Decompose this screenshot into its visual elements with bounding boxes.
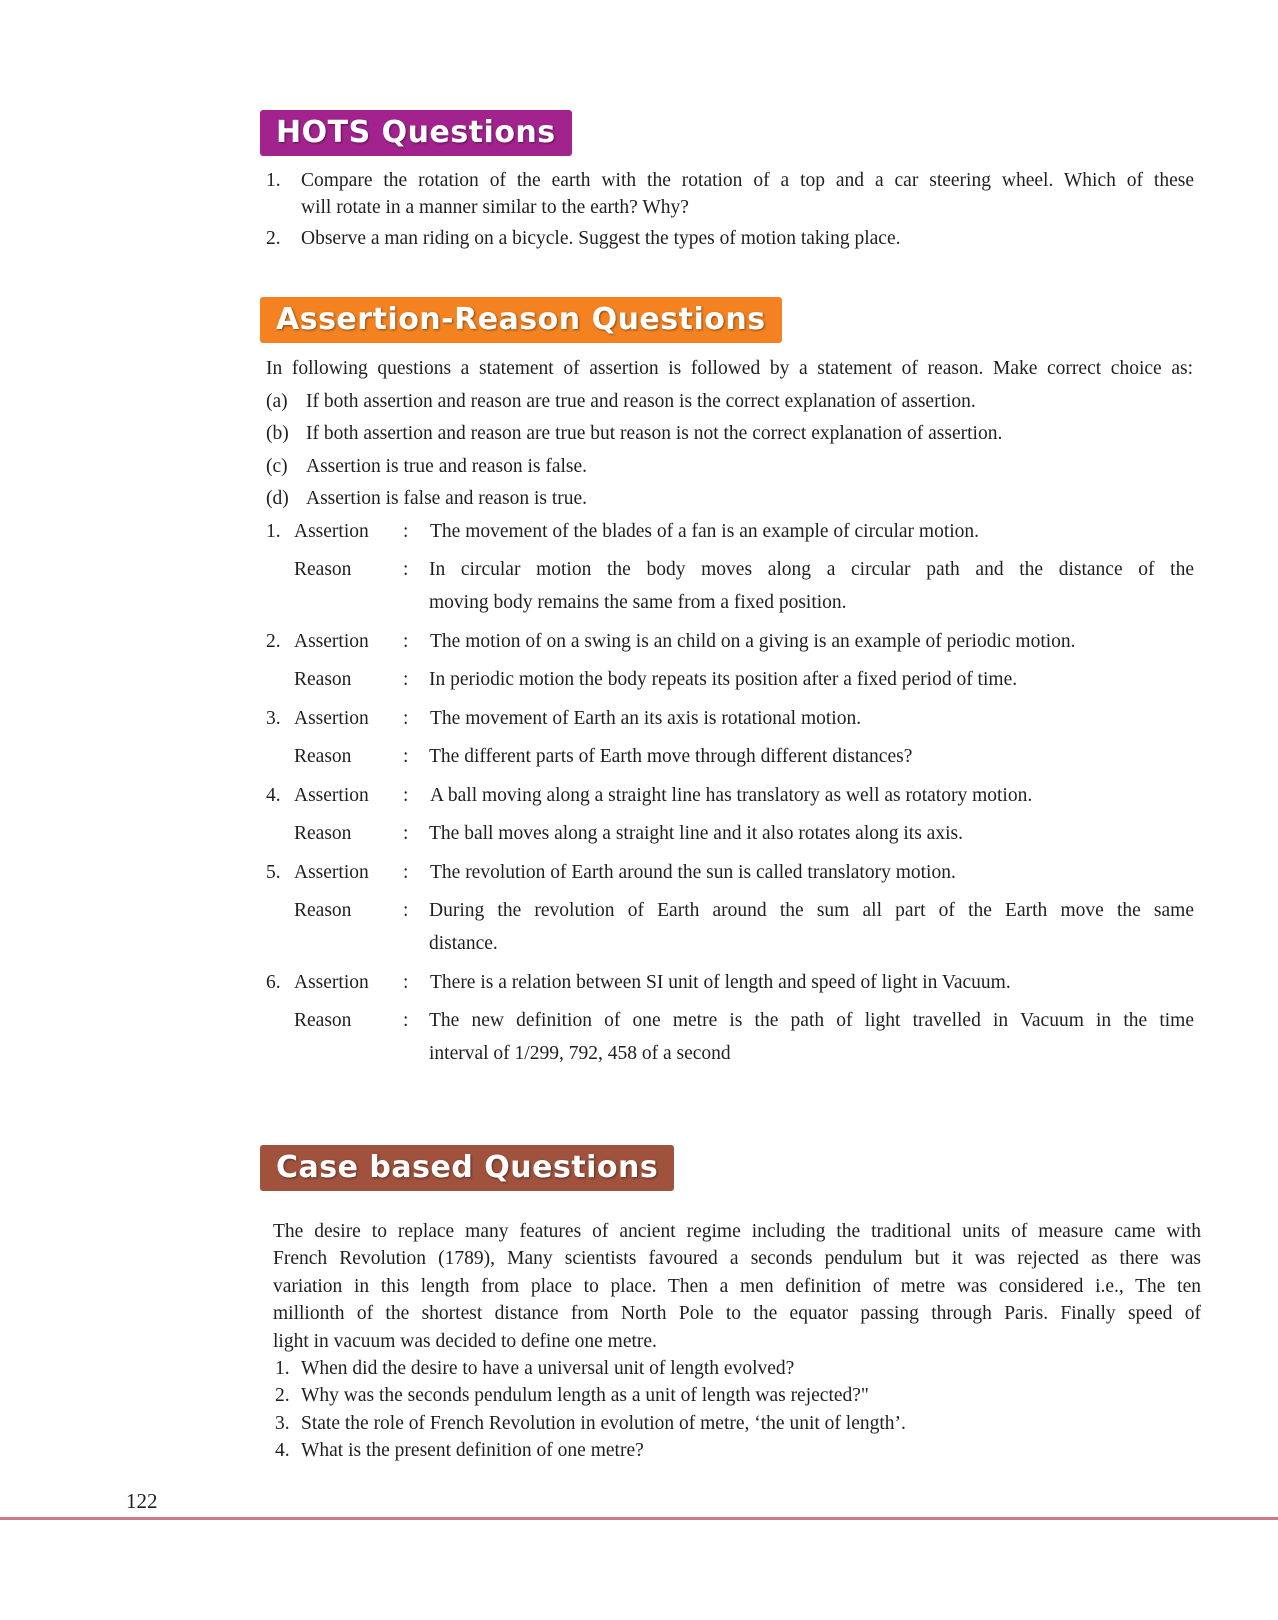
ar-item2-reason-line1: In periodic motion the body repeats its position after a fixed period of time. — [429, 669, 1018, 690]
ar-item6-reason-line1: The new definition of one metre is the path of light travelled in Vacuum in the time — [429, 1010, 1194, 1031]
hots-banner — [260, 110, 572, 156]
ar-item5-assertion-text: The revolution of Earth around the sun is called translatory motion. — [430, 862, 956, 883]
ar-item4-reason-line1: The ball moves along a straight line and it also rotates along its axis. — [429, 823, 963, 844]
ar-item4-reason-label: Reason — [294, 823, 352, 844]
ar-item6-reason-line2: interval of 1/299, 792, 458 of a second — [429, 1043, 731, 1064]
case-based-title: Case based Questions — [276, 1150, 659, 1185]
case-q4-number: 4. — [275, 1440, 290, 1461]
assertion-reason-banner — [260, 297, 782, 343]
ar-item6-reason-label: Reason — [294, 1010, 352, 1031]
case-q2-text: Why was the seconds pendulum length as a unit of length was rejected?" — [301, 1385, 869, 1406]
ar-item1-number: 1. — [266, 521, 281, 542]
case-q1-number: 1. — [275, 1358, 290, 1379]
ar-item6-assertion-label: Assertion — [294, 972, 369, 993]
ar-item2-assertion-label: Assertion — [294, 631, 369, 652]
hots-title: HOTS Questions — [276, 115, 556, 150]
ar-option-c-text: Assertion is true and reason is false. — [306, 456, 588, 477]
ar-item1-reason-line1: In circular motion the body moves along a circular path and the distance of the — [429, 559, 1194, 580]
case-passage-line1: The desire to replace many features of ancient regime including the traditional units of measure came with — [273, 1221, 1201, 1242]
hots-q1-line2: will rotate in a manner similar to the earth? Why? — [301, 197, 689, 218]
ar-item5-reason-line2: distance. — [429, 933, 498, 954]
ar-intro: In following questions a statement of assertion is followed by a statement of reason. Make correct choice as: — [266, 358, 1193, 379]
page-number: 122 — [126, 1489, 158, 1513]
ar-item4-number: 4. — [266, 785, 281, 806]
case-passage-line3: variation in this length from place to place. Then a men definition of metre was considered i.e., The ten — [273, 1276, 1201, 1297]
ar-item1-reason-line2: moving body remains the same from a fixed position. — [429, 592, 847, 613]
ar-option-b-label: (b) — [266, 423, 289, 444]
ar-item5-number: 5. — [266, 862, 281, 883]
ar-item6-assertion-text: There is a relation between SI unit of length and speed of light in Vacuum. — [430, 972, 1011, 993]
case-q1-text: When did the desire to have a universal unit of length evolved? — [301, 1358, 795, 1379]
ar-item4-assertion-text: A ball moving along a straight line has translatory as well as rotatory motion. — [430, 785, 1033, 806]
ar-item3-number: 3. — [266, 708, 281, 729]
case-q4-text: What is the present definition of one metre? — [301, 1440, 644, 1461]
case-passage-line4: millionth of the shortest distance from North Pole to the equator passing through Paris. Finally speed of — [273, 1303, 1201, 1324]
ar-item2-assertion-text: The motion of on a swing is an child on a giving is an example of periodic motion. — [430, 631, 1076, 652]
ar-item5-assertion-label: Assertion — [294, 862, 369, 883]
ar-item1-assertion-label: Assertion — [294, 521, 369, 542]
case-q2-number: 2. — [275, 1385, 290, 1406]
ar-item2-assertion-colon: : — [403, 631, 409, 652]
ar-item1-assertion-text: The movement of the blades of a fan is an example of circular motion. — [430, 521, 980, 542]
ar-item6-assertion-colon: : — [403, 972, 409, 993]
ar-item1-assertion-colon: : — [403, 521, 409, 542]
case-q3-number: 3. — [275, 1413, 290, 1434]
hots-q2-number: 2. — [266, 228, 281, 249]
ar-item4-assertion-label: Assertion — [294, 785, 369, 806]
ar-item5-reason-colon: : — [403, 900, 409, 921]
ar-item6-number: 6. — [266, 972, 281, 993]
ar-item3-reason-line1: The different parts of Earth move through different distances? — [429, 746, 913, 767]
ar-option-a-label: (a) — [266, 391, 288, 412]
ar-item2-reason-colon: : — [403, 669, 409, 690]
hots-q1-line1: Compare the rotation of the earth with the rotation of a top and a car steering wheel. Which of these — [301, 170, 1194, 191]
ar-item1-reason-label: Reason — [294, 559, 352, 580]
ar-option-d-text: Assertion is false and reason is true. — [306, 488, 588, 509]
ar-item2-reason-label: Reason — [294, 669, 352, 690]
ar-item4-reason-colon: : — [403, 823, 409, 844]
footer-rule — [0, 1517, 1278, 1520]
ar-item5-reason-label: Reason — [294, 900, 352, 921]
case-passage-line2: French Revolution (1789), Many scientists favoured a seconds pendulum but it was rejected as there was — [273, 1248, 1201, 1269]
ar-option-a-text: If both assertion and reason are true and reason is the correct explanation of assertion. — [306, 391, 976, 412]
ar-option-c-label: (c) — [266, 456, 288, 477]
ar-option-b-text: If both assertion and reason are true but reason is not the correct explanation of assertion. — [306, 423, 1003, 444]
ar-item5-assertion-colon: : — [403, 862, 409, 883]
hots-q1-number: 1. — [266, 170, 281, 191]
case-passage-line5: light in vacuum was decided to define one metre. — [273, 1331, 657, 1352]
case-based-banner — [260, 1145, 674, 1191]
ar-item3-assertion-colon: : — [403, 708, 409, 729]
ar-item3-assertion-text: The movement of Earth an its axis is rotational motion. — [430, 708, 862, 729]
ar-item5-reason-line1: During the revolution of Earth around the sum all part of the Earth move the same — [429, 900, 1194, 921]
ar-item3-reason-colon: : — [403, 746, 409, 767]
ar-option-d-label: (d) — [266, 488, 289, 509]
case-q3-text: State the role of French Revolution in evolution of metre, ‘the unit of length’. — [301, 1413, 906, 1434]
assertion-reason-title: Assertion-Reason Questions — [276, 302, 766, 337]
ar-item3-reason-label: Reason — [294, 746, 352, 767]
ar-item1-reason-colon: : — [403, 559, 409, 580]
hots-q2-line1: Observe a man riding on a bicycle. Suggest the types of motion taking place. — [301, 228, 901, 249]
ar-item3-assertion-label: Assertion — [294, 708, 369, 729]
ar-item2-number: 2. — [266, 631, 281, 652]
ar-item4-assertion-colon: : — [403, 785, 409, 806]
ar-item6-reason-colon: : — [403, 1010, 409, 1031]
